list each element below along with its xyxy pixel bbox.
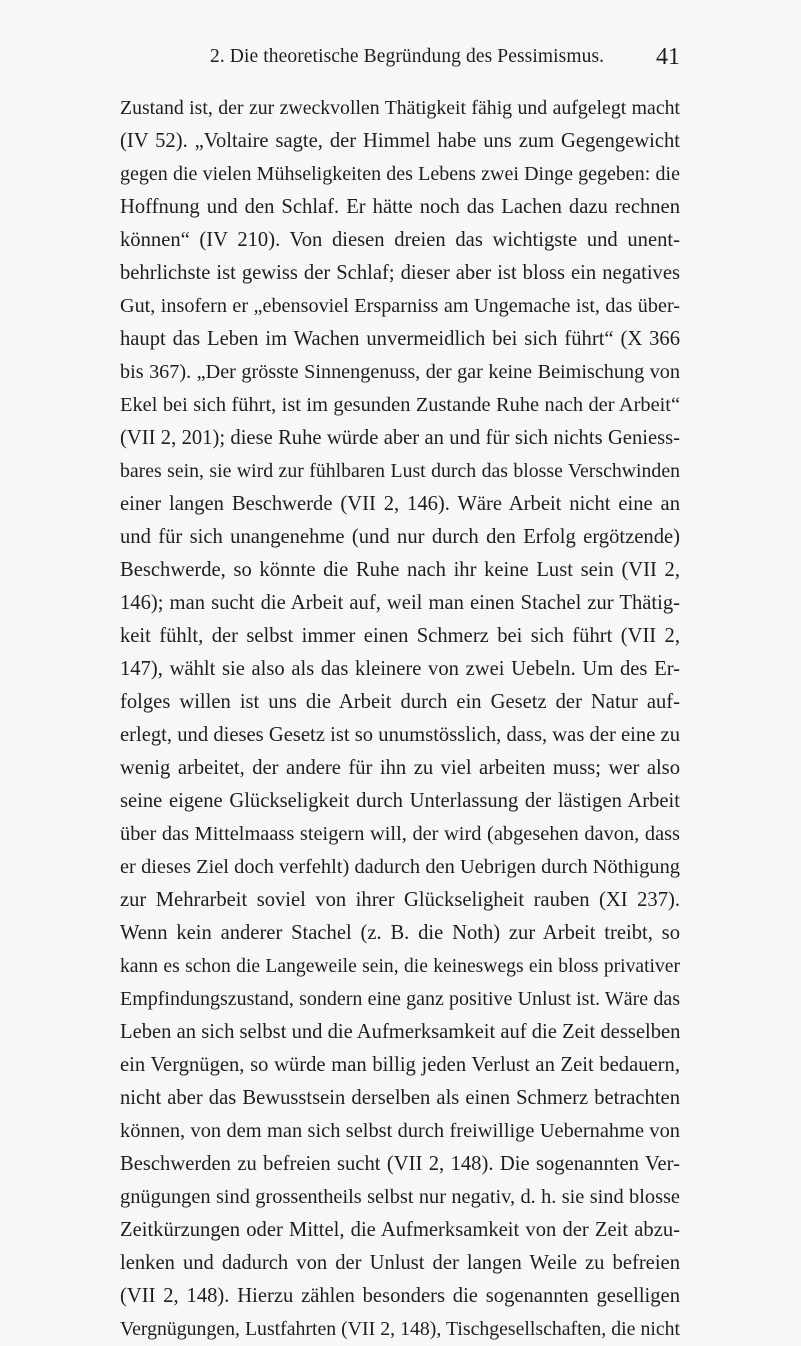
text-line: über das Mittelmaass steigern will, der wird (abgesehen davon, dass [120,823,680,845]
text-line: folges willen ist uns die Arbeit durch ein Gesetz der Natur auf- [120,691,680,713]
text-line: Beschwerden zu befreien sucht (VII 2, 148). Die sogenannten Ver- [120,1153,680,1175]
text-line: gnügungen sind grossentheils selbst nur negativ, d. h. sie sind blosse [120,1186,680,1208]
text-line: Ekel bei sich führt, ist im gesunden Zustande Ruhe nach der Arbeit“ [120,394,680,416]
text-line: zur Mehrarbeit soviel von ihrer Glückseligheit rauben (XI 237). [120,889,680,911]
text-line: wenig arbeitet, der andere für ihn zu viel arbeiten muss; wer also [120,757,680,779]
text-line: kann es schon die Langeweile sein, die keineswegs ein bloss privativer [120,956,680,977]
text-line: Empfindungszustand, sondern eine ganz positive Unlust ist. Wäre das [120,988,680,1010]
text-line: lenken und dadurch von der Unlust der langen Weile zu befreien [120,1252,680,1274]
text-line: haupt das Leben im Wachen unvermeidlich bei sich führt“ (X 366 [120,328,680,350]
running-title: 2. Die theoretische Begründung des Pessimismus. [210,46,605,67]
text-line: (VII 2, 148). Hierzu zählen besonders die sogenannten geselligen [120,1285,680,1307]
text-line: Wenn kein anderer Stachel (z. B. die Noth) zur Arbeit treibt, so [120,922,680,944]
text-line: 146); man sucht die Arbeit auf, weil man einen Stachel zur Thätig- [120,592,680,614]
text-line: (VII 2, 201); diese Ruhe würde aber an und für sich nichts Geniess- [120,427,680,449]
text-line: keit fühlt, der selbst immer einen Schmerz bei sich führt (VII 2, [120,625,680,647]
text-line: Leben an sich selbst und die Aufmerksamkeit auf die Zeit desselben [120,1021,680,1043]
text-line: 147), wählt sie also als das kleinere von zwei Uebeln. Um des Er- [120,658,680,680]
text-line: Beschwerde, so könnte die Ruhe nach ihr keine Lust sein (VII 2, [120,559,680,581]
text-line: bares sein, sie wird zur fühlbaren Lust durch das blosse Verschwinden [120,460,680,482]
text-line: (IV 52). „Voltaire sagte, der Himmel habe uns zum Gegengewicht [120,130,680,152]
text-line: Zeitkürzungen oder Mittel, die Aufmerksamkeit von der Zeit abzu- [120,1219,680,1241]
text-line: können“ (IV 210). Von diesen dreien das wichtigste und unent- [120,229,680,251]
text-line: Vergnügungen, Lustfahrten (VII 2, 148), Tischgesellschaften, die nicht [120,1318,680,1340]
running-head [120,46,680,76]
text-line: behrlichste ist gewiss der Schlaf; dieser aber ist bloss ein negatives [120,262,680,284]
text-line: ein Vergnügen, so würde man billig jeden Verlust an Zeit bedauern, [120,1054,680,1076]
text-line: Gut, insofern er „ebensoviel Ersparniss am Ungemache ist, das über- [120,295,680,317]
text-line: bis 367). „Der grösste Sinnengenuss, der gar keine Beimischung von [120,361,680,383]
text-line: seine eigene Glückseligkeit durch Unterlassung der lästigen Arbeit [120,790,680,812]
body-text [120,92,680,1346]
text-line: erlegt, und dieses Gesetz ist so unumstösslich, dass, was der eine zu [120,724,680,746]
text-line: er dieses Ziel doch verfehlt) dadurch den Uebrigen durch Nöthigung [120,856,680,878]
text-line: Zustand ist, der zur zweckvollen Thätigkeit fähig und aufgelegt macht [120,97,680,119]
text-line: einer langen Beschwerde (VII 2, 146). Wäre Arbeit nicht eine an [120,493,680,515]
page-number: 41 [656,44,680,70]
text-line: und für sich unangenehme (und nur durch den Erfolg ergötzende) [120,526,680,548]
text-line: Hoffnung und den Schlaf. Er hätte noch das Lachen dazu rechnen [120,196,680,218]
text-line: nicht aber das Bewusstsein derselben als einen Schmerz betrachten [120,1087,680,1109]
text-line: können, von dem man sich selbst durch freiwillige Uebernahme von [120,1120,680,1142]
text-line: gegen die vielen Mühseligkeiten des Lebens zwei Dinge gegeben: die [120,163,680,185]
